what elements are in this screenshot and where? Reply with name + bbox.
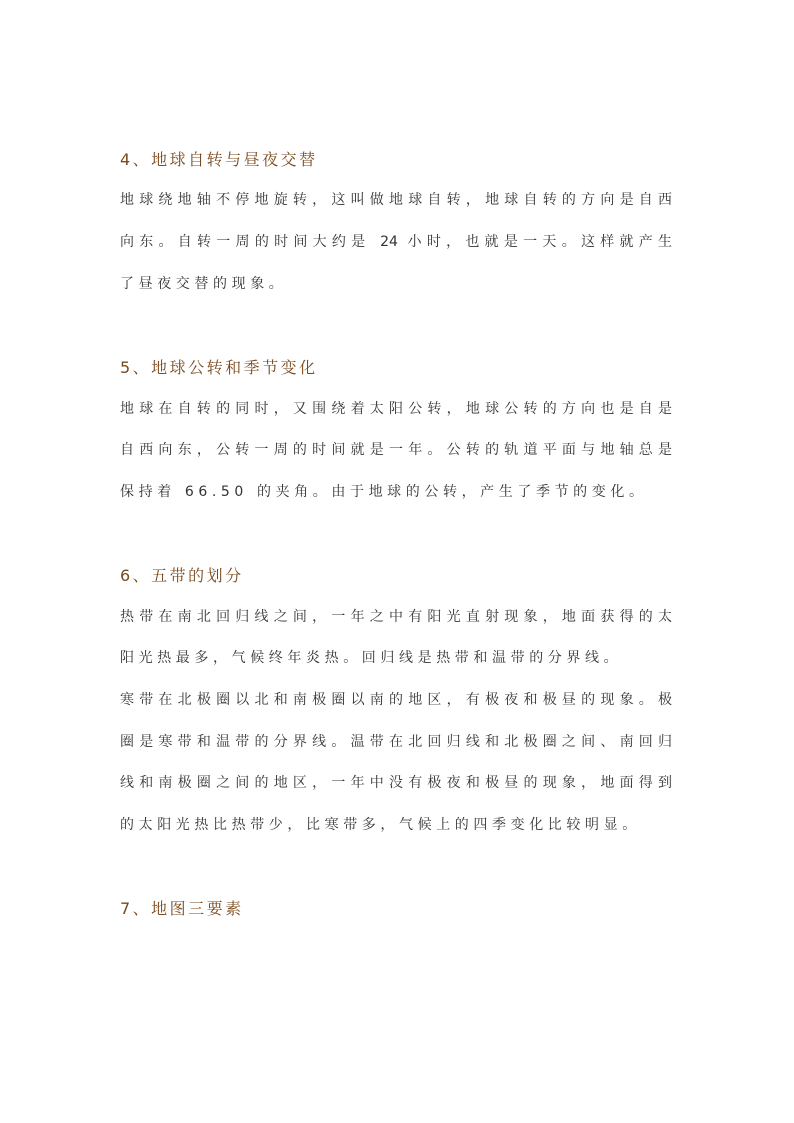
section-heading-map-elements: 7、地图三要素	[120, 899, 244, 918]
paragraph-line: 了昼夜交替的现象。	[120, 276, 288, 292]
paragraph-line: 寒带在北极圈以北和南极圈以南的地区，有极夜和极昼的现象。极	[120, 692, 672, 708]
paragraph-line: 线和南极圈之间的地区，一年中没有极夜和极昼的现象，地面得到	[120, 775, 672, 791]
paragraph-line: 地球在自转的同时，又围绕着太阳公转，地球公转的方向也是自是	[120, 401, 672, 417]
section-heading-rotation: 4、地球自转与昼夜交替	[120, 150, 318, 169]
section-heading-revolution: 5、地球公转和季节变化	[120, 358, 318, 377]
paragraph-line: 热带在南北回归线之间，一年之中有阳光直射现象，地面获得的太	[120, 609, 672, 625]
paragraph-line: 的太阳光热比热带少，比寒带多，气候上的四季变化比较明显。	[120, 817, 641, 833]
paragraph-line: 保持着 66.50 的夹角。由于地球的公转，产生了季节的变化。	[120, 484, 648, 500]
paragraph-line: 阳光热最多，气候终年炎热。回归线是热带和温带的分界线。	[120, 650, 623, 666]
paragraph-line: 圈是寒带和温带的分界线。温带在北回归线和北极圈之间、南回归	[120, 734, 672, 750]
section-heading-five-zones: 6、五带的划分	[120, 566, 244, 585]
paragraph-line: 向东。自转一周的时间大约是 24 小时，也就是一天。这样就产生	[120, 234, 672, 250]
paragraph-line: 地球绕地轴不停地旋转，这叫做地球自转，地球自转的方向是自西	[120, 192, 672, 208]
paragraph-line: 自西向东，公转一周的时间就是一年。公转的轨道平面与地轴总是	[120, 442, 672, 458]
